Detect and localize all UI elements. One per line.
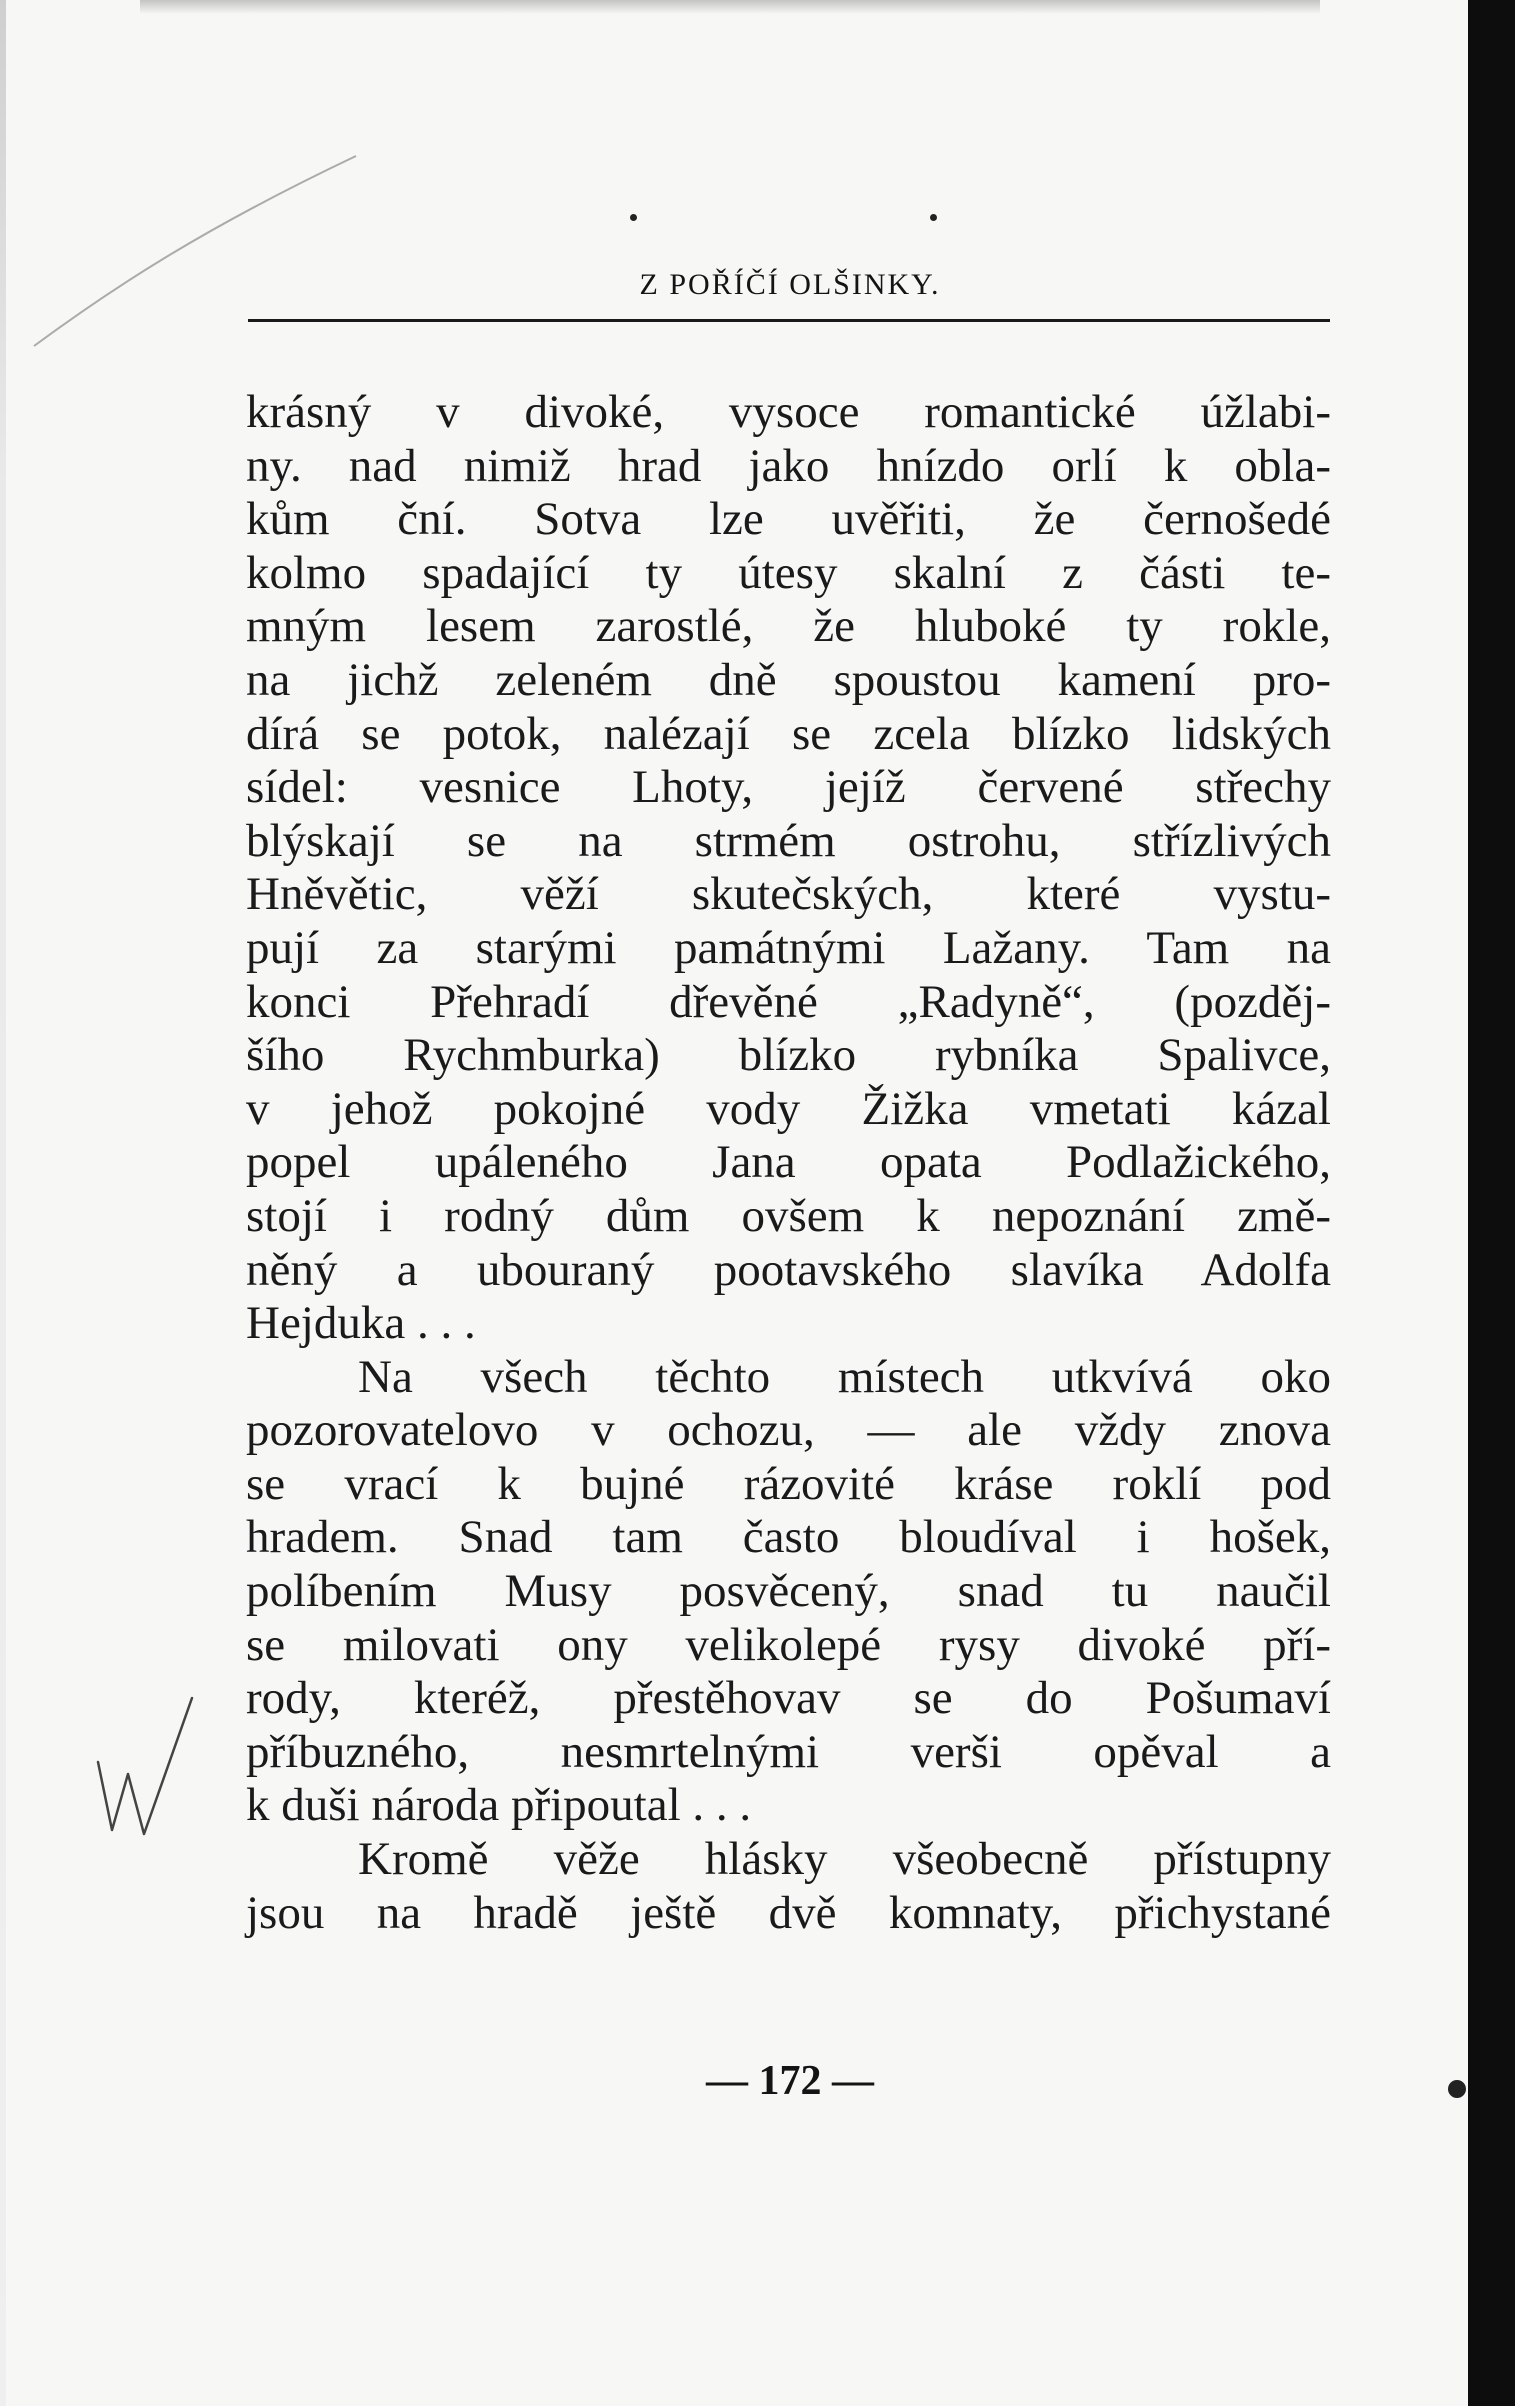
text-line: šího Rychmburka) blízko rybníka Spalivce,: [246, 1029, 1331, 1082]
text-line: se milovati ony velikolepé rysy divoké pří-: [246, 1618, 1331, 1671]
text-line: konci Přehradí dřevěné „Radyně“, (pozděj-: [246, 975, 1331, 1028]
text-line: popel upáleného Jana opata Podlažického,: [246, 1136, 1331, 1189]
text-line: Kromě věže hlásky všeobecně přístupny: [358, 1833, 1331, 1886]
text-line: krásný v divoké, vysoce romantické úžlabi-: [246, 386, 1331, 438]
text-line: kům ční. Sotva lze uvěřiti, že černošedé: [246, 493, 1331, 546]
handwritten-margin-mark: [88, 1690, 198, 1840]
text-line: kolmo spadající ty útesy skalní z části te-: [246, 546, 1331, 599]
text-line: na jichž zeleném dně spoustou kamení pro-: [246, 653, 1331, 706]
text-line: pují za starými památnými Lažany. Tam na: [246, 921, 1331, 974]
text-line: sídel: vesnice Lhoty, jejíž červené střechy: [246, 761, 1331, 814]
text-line: rody, kteréž, přestěhovav se do Pošumaví: [246, 1672, 1331, 1725]
text-line: něný a ubouraný pootavského slavíka Adolfa: [246, 1243, 1331, 1296]
running-head: Z POŘÍČÍ OLŠINKY.: [639, 268, 941, 301]
text-line: Na všech těchto místech utkvívá oko: [358, 1350, 1331, 1403]
text-line: v jehož pokojné vody Žižka vmetati kázal: [246, 1082, 1331, 1135]
header-dot: [930, 214, 937, 221]
scan-background-strip: [1468, 0, 1515, 2406]
body-text: [246, 386, 1331, 1940]
text-line: stojí i rodný dům ovšem k nepoznání změ-: [246, 1189, 1331, 1242]
text-line: ny. nad nimiž hrad jako hnízdo orlí k obla-: [246, 439, 1331, 492]
header-dot: [630, 214, 637, 221]
text-line: k duši národa připoutal . . .: [246, 1779, 752, 1832]
text-line: jsou na hradě ještě dvě komnaty, přichystané: [246, 1886, 1331, 1939]
page-edge-shadow: [0, 0, 6, 2406]
header-dots: [600, 214, 980, 234]
page-number: — 172 —: [706, 2058, 874, 2104]
text-line: blýskají se na strmém ostrohu, střízlivých: [246, 814, 1331, 867]
text-line: příbuzného, nesmrtelnými verši opěval a: [246, 1725, 1331, 1778]
text-line: pozorovatelovo v ochozu, — ale vždy znova: [246, 1404, 1331, 1457]
text-line: políbením Musy posvěcený, snad tu naučil: [246, 1565, 1331, 1618]
text-line: se vrací k bujné rázovité kráse roklí pod: [246, 1457, 1331, 1510]
text-line: mným lesem zarostlé, že hluboké ty rokle,: [246, 600, 1331, 653]
text-line: Hejduka . . .: [246, 1297, 476, 1350]
ink-blot: [1448, 2080, 1466, 2098]
text-line: dírá se potok, nalézají se zcela blízko lidských: [246, 707, 1331, 760]
text-line: hradem. Snad tam často bloudíval i hošek,: [246, 1511, 1331, 1564]
text-line: Hněvětic, věží skutečských, které vystu-: [246, 868, 1331, 921]
page-top-scan-shadow: [140, 0, 1320, 14]
header-rule: [248, 319, 1330, 322]
